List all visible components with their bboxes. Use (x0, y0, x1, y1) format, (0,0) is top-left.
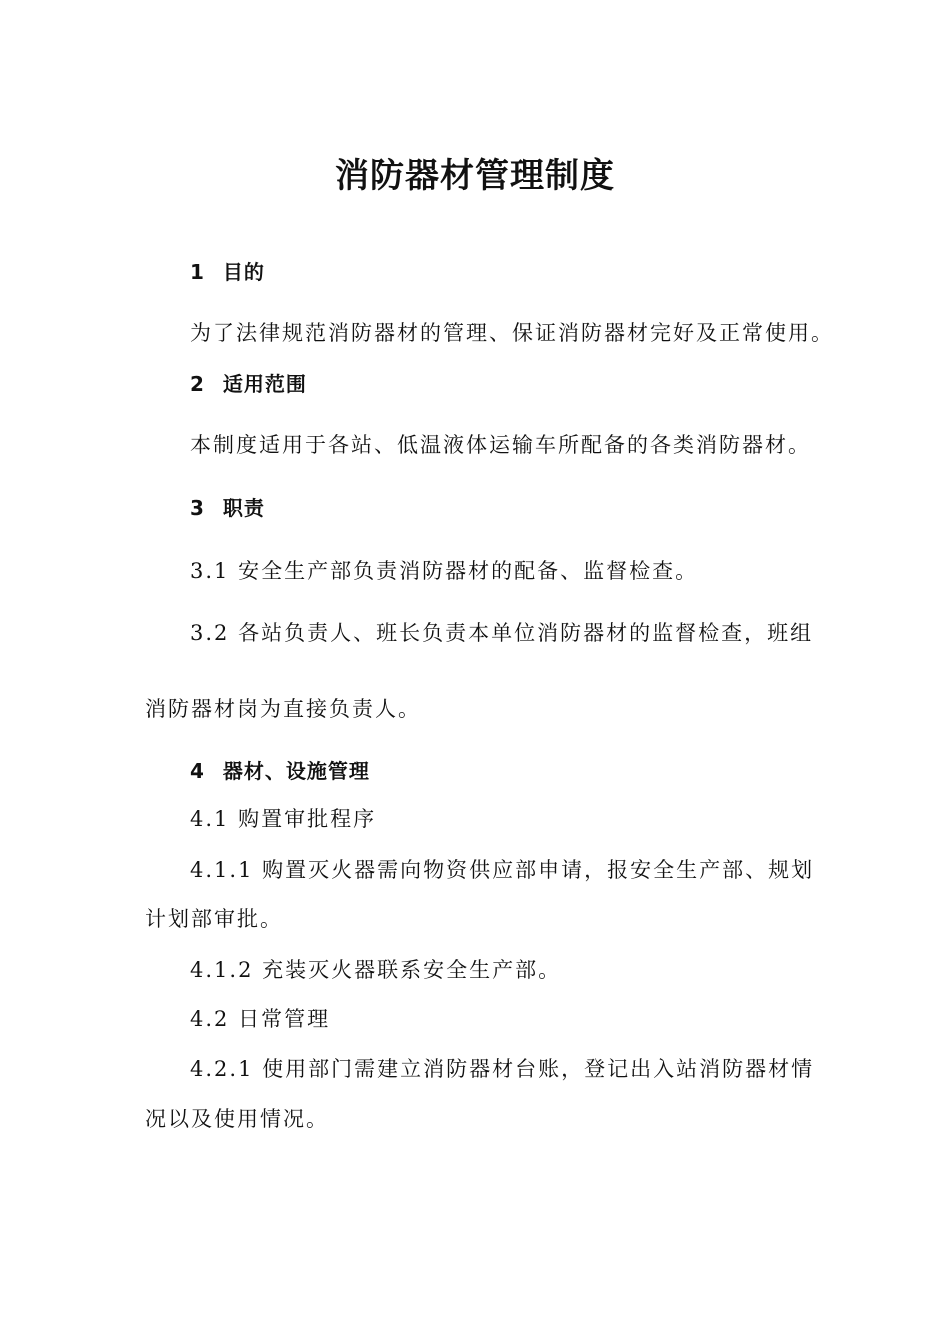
paragraph-continuation: 况以及使用情况。 (145, 1107, 329, 1131)
paragraph: 4.1.1 购置灭火器需向物资供应部申请，报安全生产部、规划 (190, 858, 815, 882)
section-heading-text: 适用范围 (222, 372, 307, 396)
paragraph: 为了法律规范消防器材的管理、保证消防器材完好及正常使用。 (190, 321, 834, 345)
section-number: 4 (190, 759, 205, 783)
section-2-heading (190, 369, 307, 399)
paragraph: 本制度适用于各站、低温液体运输车所配备的各类消防器材。 (190, 433, 811, 457)
section-heading-text: 职责 (222, 496, 265, 520)
page-title: 消防器材管理制度 (335, 156, 615, 196)
paragraph: 4.1.2 充装灭火器联系安全生产部。 (190, 958, 562, 982)
section-1-heading (190, 257, 265, 287)
paragraph-continuation: 消防器材岗为直接负责人。 (145, 697, 421, 721)
section-number: 3 (190, 496, 205, 520)
paragraph: 4.1 购置审批程序 (190, 807, 377, 831)
section-number: 2 (190, 372, 205, 396)
paragraph: 3.1 安全生产部负责消防器材的配备、监督检查。 (190, 559, 699, 583)
paragraph: 4.2.1 使用部门需建立消防器材台账，登记出入站消防器材情 (190, 1057, 815, 1081)
section-heading-text: 器材、设施管理 (222, 759, 370, 783)
section-heading-text: 目的 (222, 260, 265, 284)
paragraph-continuation: 计划部审批。 (145, 907, 283, 931)
paragraph: 4.2 日常管理 (190, 1007, 331, 1031)
paragraph: 3.2 各站负责人、班长负责本单位消防器材的监督检查，班组 (190, 621, 814, 645)
section-3-heading (190, 493, 265, 523)
section-4-heading (190, 756, 370, 786)
section-number: 1 (190, 260, 205, 284)
